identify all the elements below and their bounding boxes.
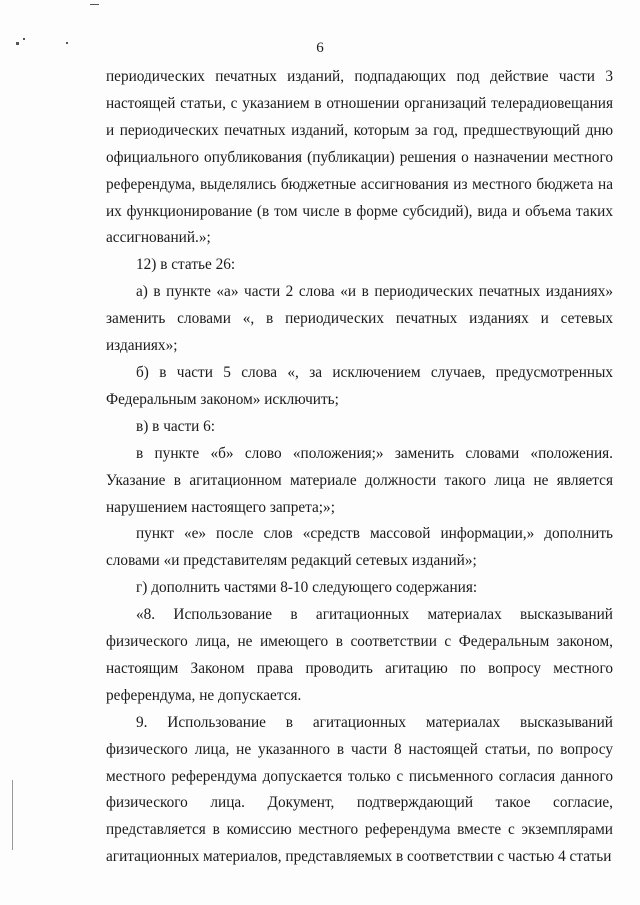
scan-margin-line xyxy=(12,780,13,850)
paragraph: а) в пункте «а» части 2 слова «и в периодических печатных изданиях» заменить словами «, в периодических печатных изданиях и сетевых изданиях»; xyxy=(106,283,613,355)
page-number: 6 xyxy=(316,40,324,56)
paragraph: в) в части 6: xyxy=(136,417,216,435)
document-body xyxy=(106,64,613,871)
paragraph: «8. Использование в агитационных материалах высказываний физического лица, не имеющего в соответствии с Федеральным законом, настоящим Законом права проводить агитацию по вопросу местного референдума, не допускается. xyxy=(106,606,613,704)
paragraph: б) в части 5 слова «, за исключением случаев, предусмотренных Федеральным законом» исключить; xyxy=(106,363,613,408)
paragraph: периодических печатных изданий, подпадающих под действие части 3 настоящей статьи, с указанием в отношении организаций телерадиовещания и периодических печатных изданий, которым за год, предшествующий дню официального опубликования (публикации) решения о назначении местного референдума, выделялись бюджетные ассигнования из местного бюджета на их функционирование (в том числе в форме субсидий), вида и объема таких ассигнований.»; xyxy=(106,68,613,247)
paragraph: г) дополнить частями 8-10 следующего содержания: xyxy=(136,579,478,597)
scan-mark xyxy=(90,4,99,5)
paragraph: в пункте «б» слово «положения;» заменить словами «положения. Указание в агитационном материале должности такого лица не является нарушением настоящего запрета;»; xyxy=(106,444,613,516)
paragraph: 9. Использование в агитационных материалах высказываний физического лица, не указанного в части 8 настоящей статьи, по вопросу местного референдума допускается только с письменного согласия данного физического лица. Документ, подтверждающий такое согласие, представляется в комиссию местного референдума вместе с экземплярами агитационных материалов, представляемых в соответствии с частью 4 статьи xyxy=(106,713,613,866)
paragraph: 12) в статье 26: xyxy=(136,256,236,274)
paragraph: пункт «е» после слов «средств массовой информации,» дополнить словами «и представителям редакций сетевых изданий»; xyxy=(106,525,613,570)
